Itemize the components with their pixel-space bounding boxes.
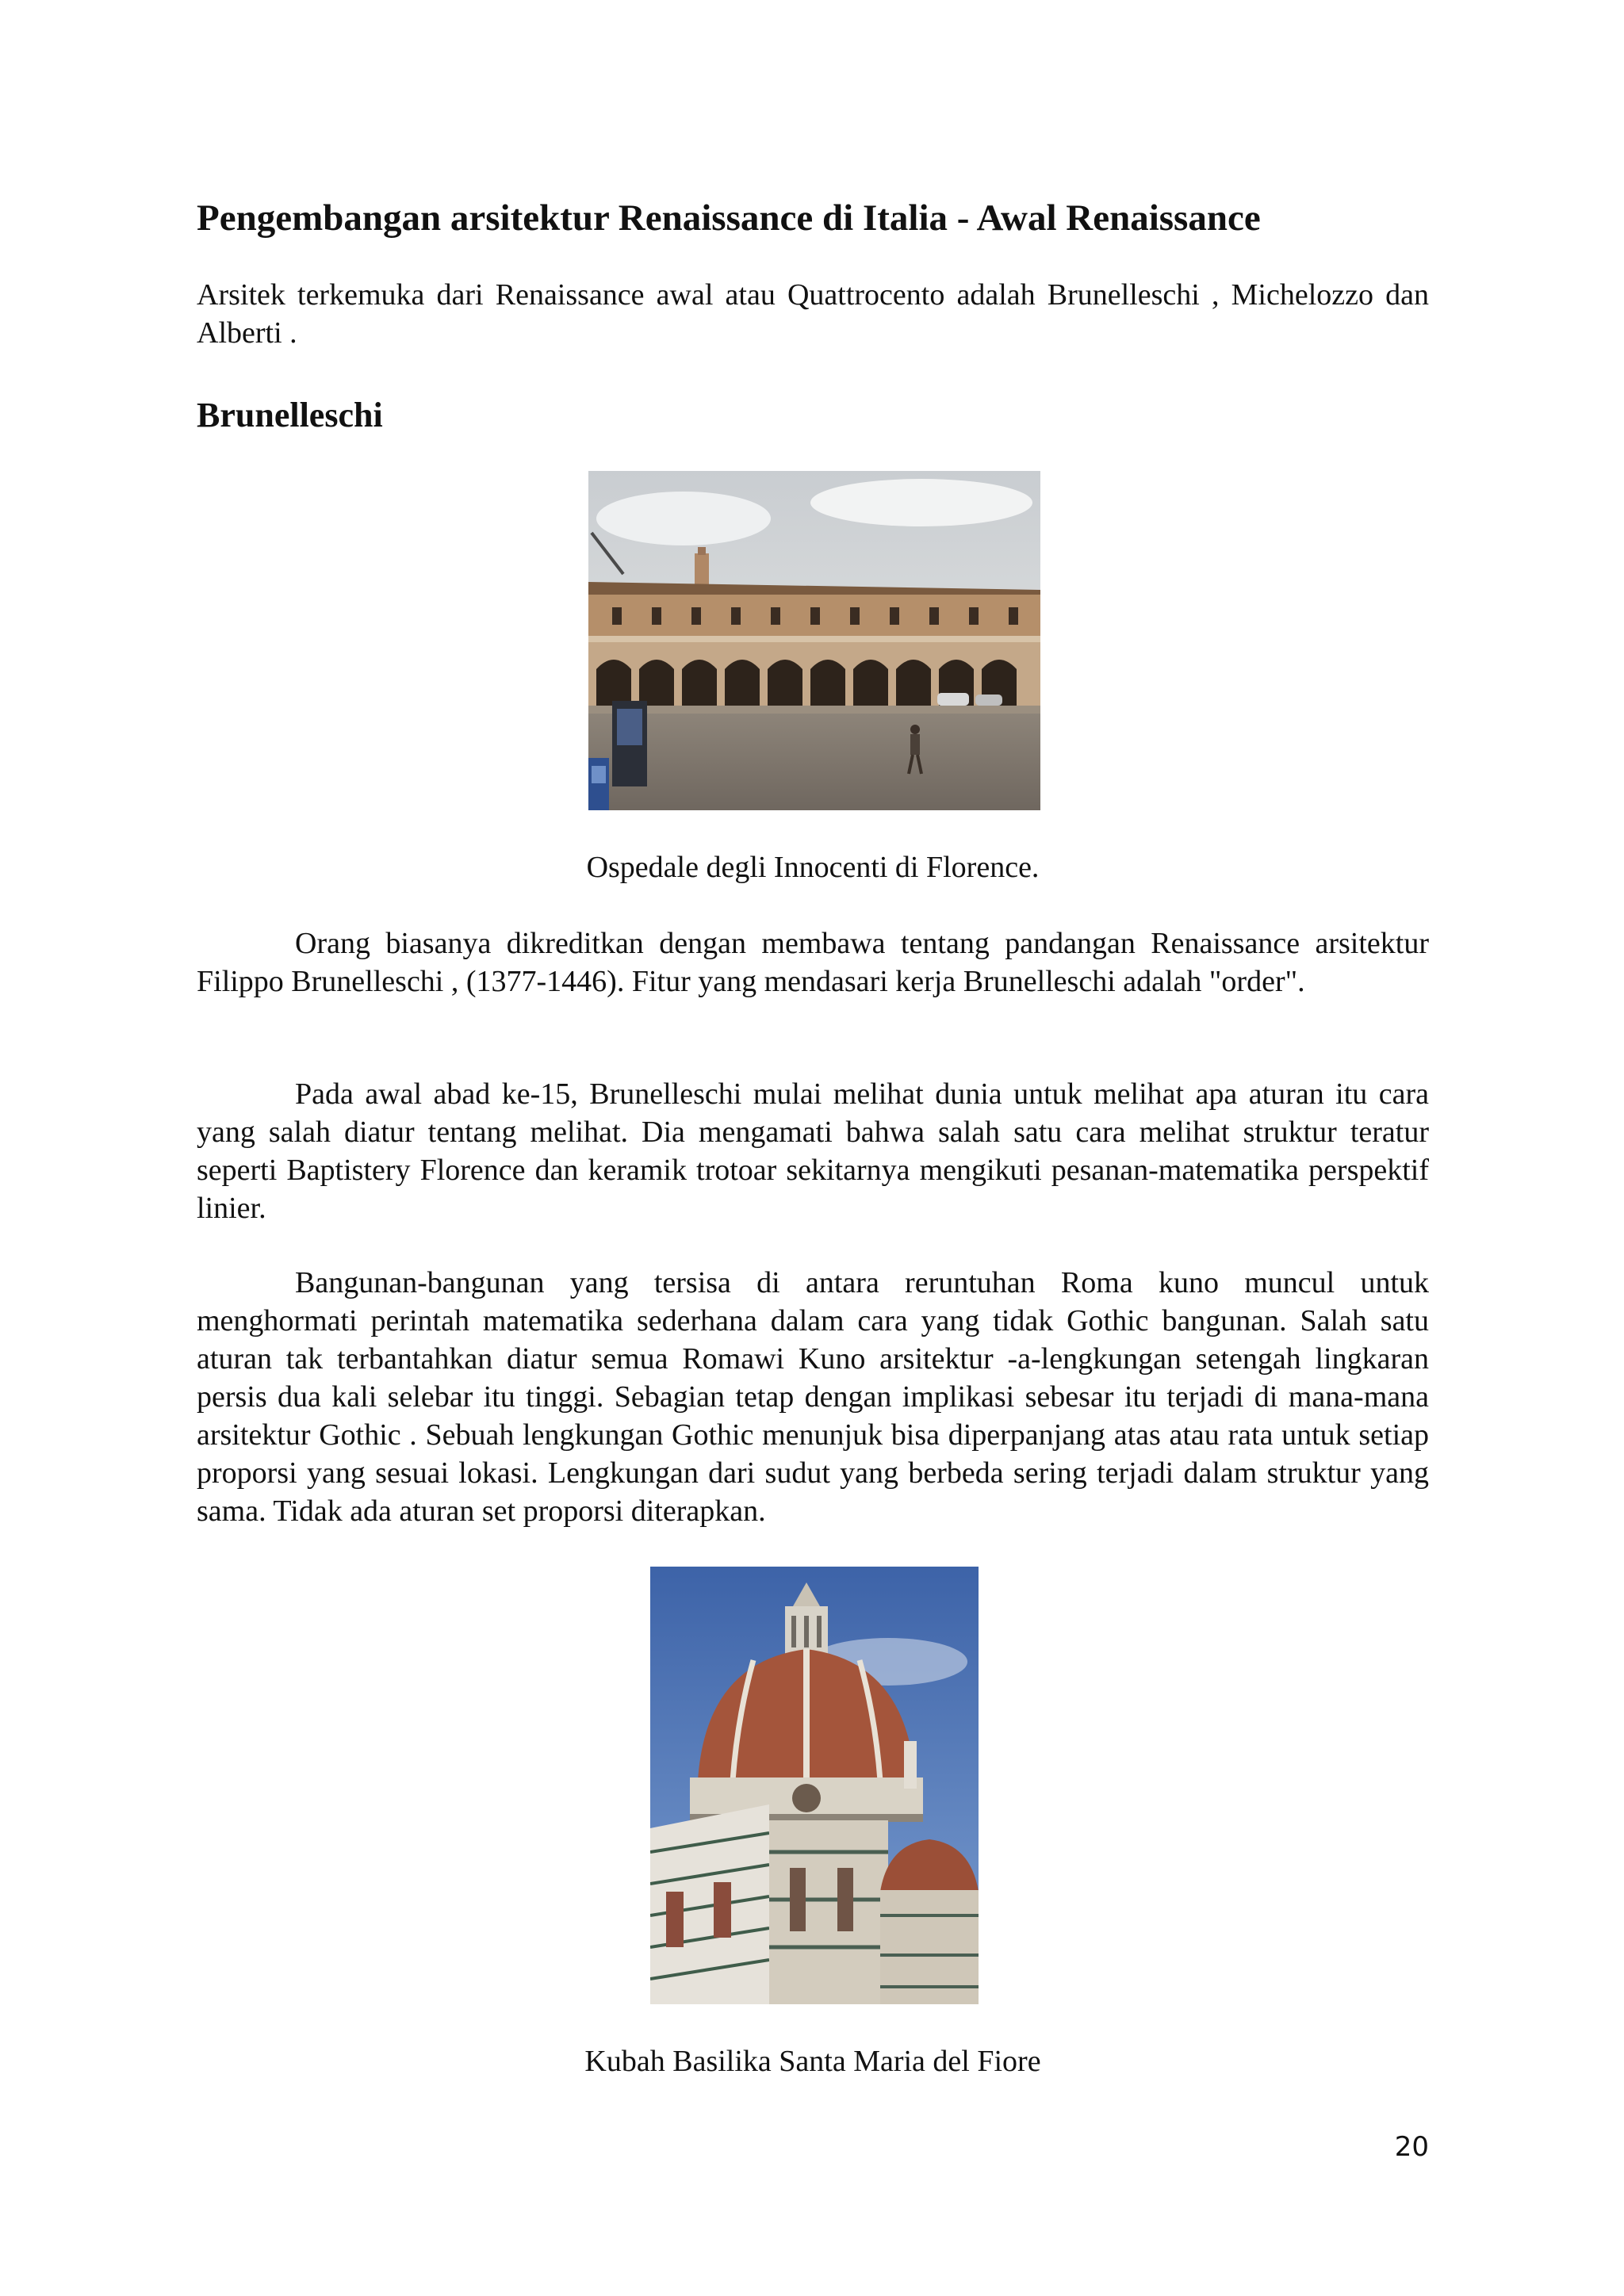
page-number: 20 <box>1394 2131 1429 2163</box>
intro-paragraph: Arsitek terkemuka dari Renaissance awal atau Quattrocento adalah Brunelleschi , Michelozzo dan Alberti . <box>197 278 1429 350</box>
ospedale-innocenti-photo <box>588 471 1040 810</box>
body-paragraph-3: Bangunan-bangunan yang tersisa di antara reruntuhan Roma kuno muncul untuk menghormati perintah matematika sederhana dalam cara yang tidak Gothic bangunan. Salah satu aturan tak terbantahkan diatur semua Romawi Kuno arsitektur -a-lengkungan setengah lingkaran persis dua kali selebar itu tinggi. Sebagian tetap dengan implikasi sebesar itu terjadi di mana-mana arsitektur Gothic . Sebuah lengkungan Gothic menunjuk bisa diperpanjang atas atau rata untuk setiap proporsi yang sesuai lokasi. Lengkungan dari sudut yang berbeda sering terjadi dalam struktur yang sama. Tidak ada aturan set proporsi diterapkan. <box>197 1266 1429 1528</box>
subsection-heading: Brunelleschi <box>197 396 383 434</box>
body-paragraph-1: Orang biasanya dikreditkan dengan membawa tentang pandangan Renaissance arsitektur Filippo Brunelleschi , (1377-1446). Fitur yang mendasari kerja Brunelleschi adalah "order". <box>197 927 1429 998</box>
document-page <box>197 0 1429 2296</box>
figure1-caption: Ospedale degli Innocenti di Florence. <box>586 851 1040 884</box>
santa-maria-del-fiore-photo <box>650 1567 979 2004</box>
figure2-caption: Kubah Basilika Santa Maria del Fiore <box>584 2045 1041 2078</box>
section-heading: Pengembangan arsitektur Renaissance di Italia - Awal Renaissance <box>197 197 1261 239</box>
body-paragraph-2: Pada awal abad ke-15, Brunelleschi mulai melihat dunia untuk melihat apa aturan itu cara yang salah diatur tentang melihat. Dia mengamati bahwa salah satu cara melihat struktur teratur seperti Baptistery Florence dan keramik trotoar sekitarnya mengikuti pesanan-matematika perspektif linier. <box>197 1077 1429 1225</box>
